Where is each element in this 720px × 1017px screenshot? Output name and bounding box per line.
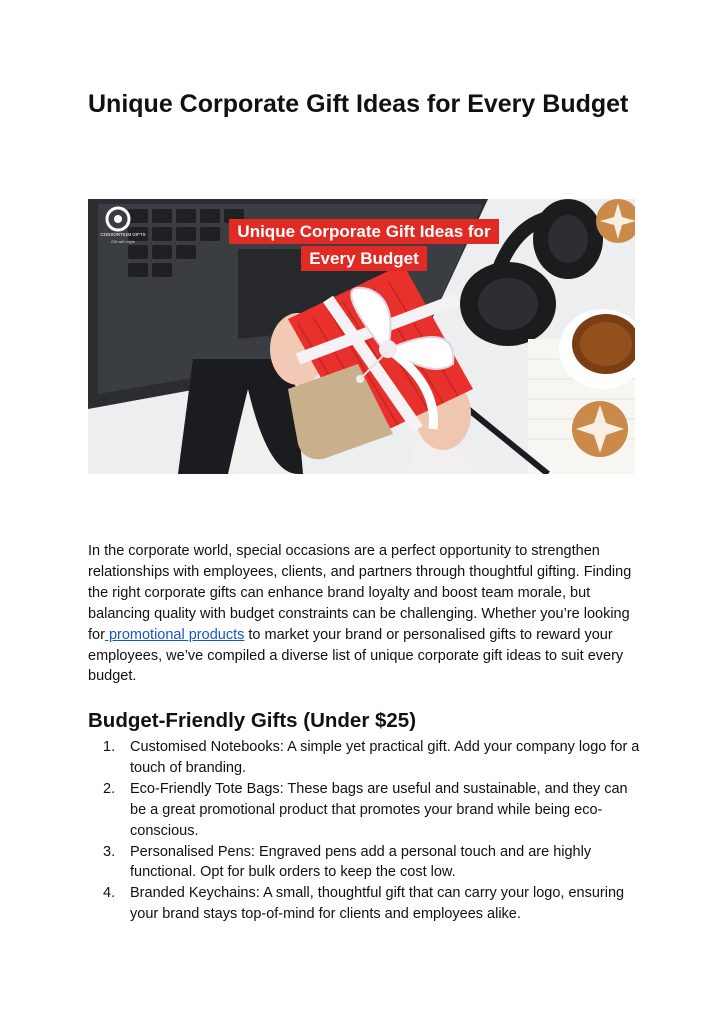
list-item (88, 842, 640, 884)
gift-list (88, 737, 640, 925)
list-item (88, 883, 640, 925)
list-item-number: 2. (103, 780, 116, 797)
list-item-number: 1. (103, 739, 116, 755)
hero-image (88, 199, 635, 474)
section-heading: Budget-Friendly Gifts (Under $25) (88, 709, 417, 732)
banner-line-1: Unique Corporate Gift Ideas for (229, 219, 498, 244)
intro-text-before-link: In the corporate world, special occasions are a perfect opportunity to strengthen relationships with employees, clients, and partners through thoughtful gifting. Finding the right corporate gifts can enhance brand loyalty and boost team morale, but balancing quality with budget constraints can be challenging. Whether you’re looking for (88, 543, 632, 643)
list-item-text: Personalised Pens: Engraved pens add a personal touch and are highly functional. Opt for bulk orders to keep the cost low. (130, 843, 592, 881)
list-item-text: Eco-Friendly Tote Bags: These bags are useful and sustainable, and they can be a great promotional product that promotes your brand while being eco-conscious. (130, 780, 628, 839)
list-item (88, 779, 640, 842)
list-item-text: Branded Keychains: A small, thoughtful gift that can carry your logo, ensuring your brand stays top-of-mind for clients and employees alike. (130, 885, 625, 923)
promotional-products-link[interactable]: promotional products (104, 626, 245, 643)
page-title: Unique Corporate Gift Ideas for Every Budget (88, 90, 629, 118)
intro-text-after-link: to market your brand or personalised gifts to reward your employees, we’ve compiled a diverse list of unique corporate gift ideas to suit every budget. (88, 626, 624, 685)
banner-line-2: Every Budget (301, 246, 427, 271)
logo-tagline: Gift with style (111, 239, 135, 244)
list-item (88, 737, 640, 779)
intro-paragraph (88, 541, 640, 687)
list-item-number: 3. (103, 843, 116, 860)
logo-text: CONSORTIUM GIFTS (100, 232, 146, 237)
list-item-number: 4. (103, 885, 116, 902)
banner-overlay (221, 219, 507, 271)
list-item-text: Customised Notebooks: A simple yet practical gift. Add your company logo for a touch of branding. (130, 739, 640, 776)
